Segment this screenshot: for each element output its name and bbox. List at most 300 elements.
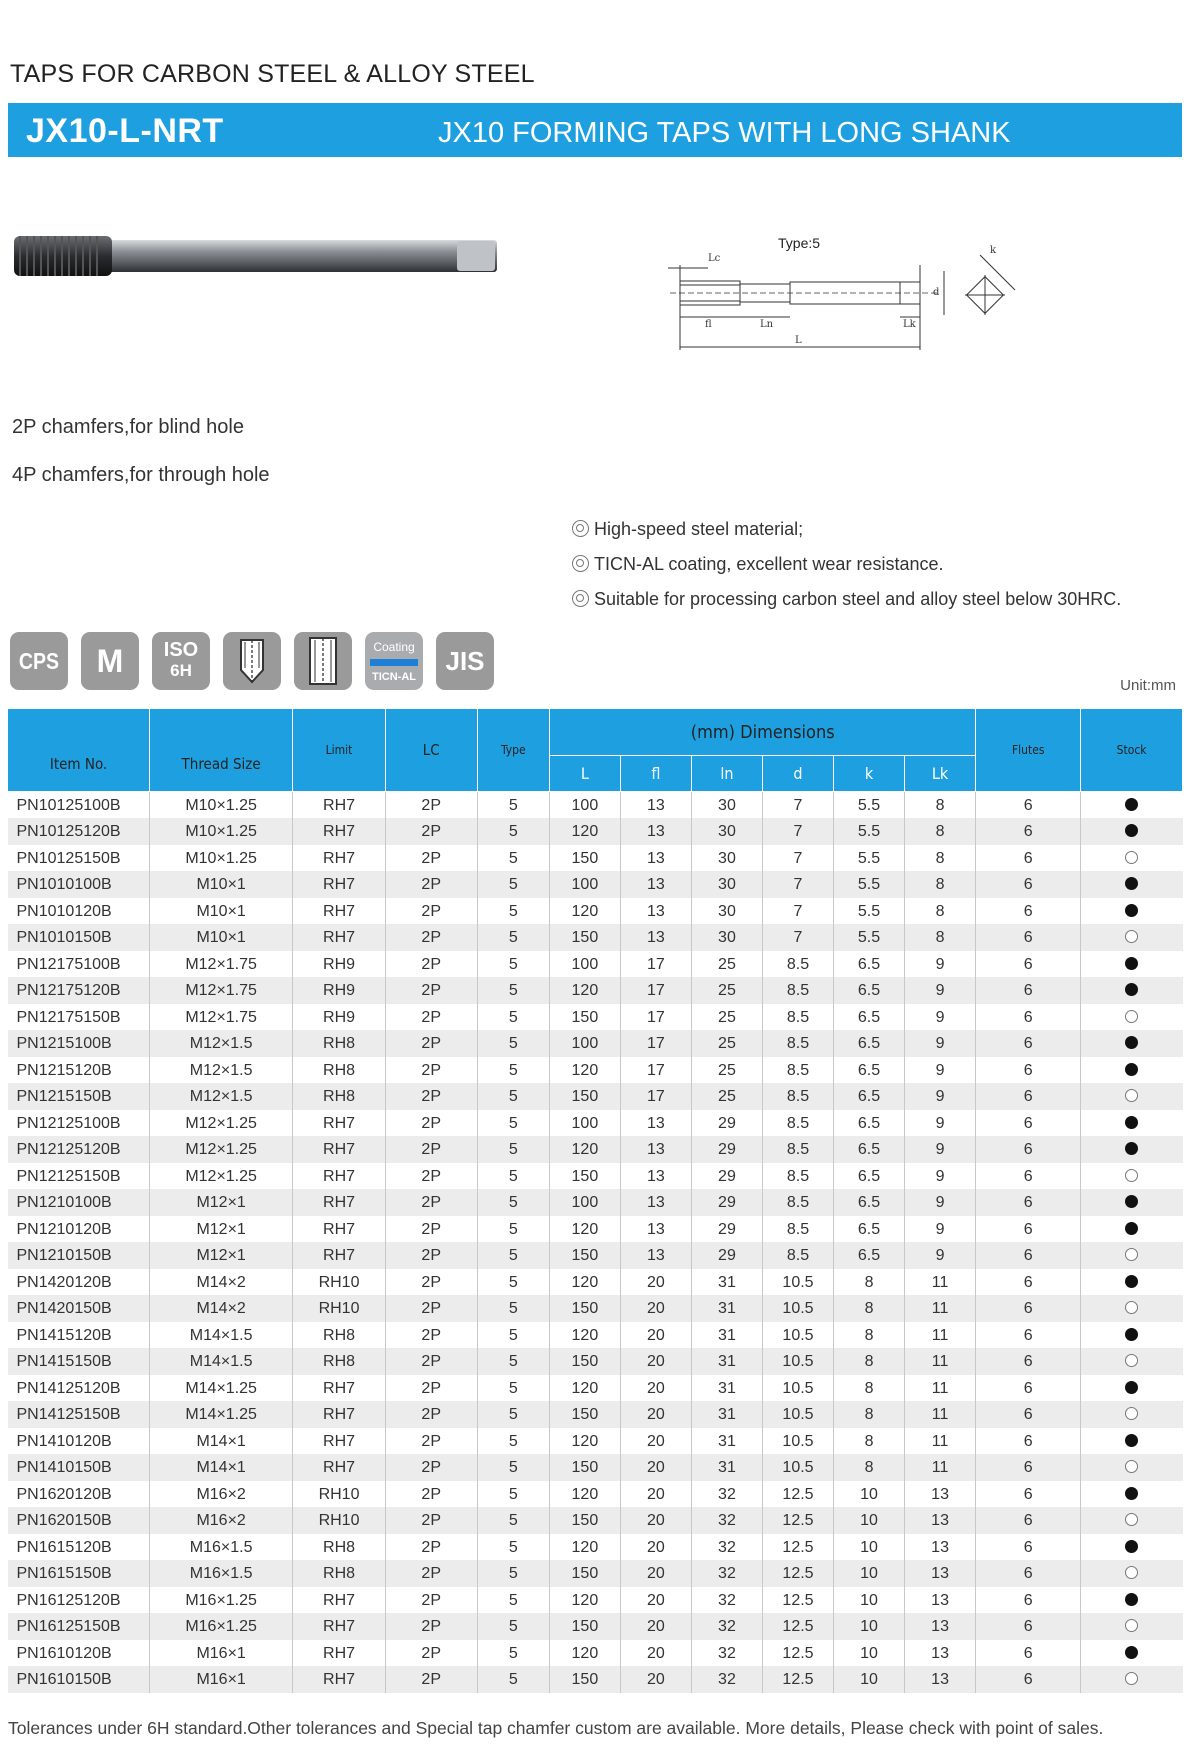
- cell-item-no: PN16125120B: [8, 1587, 150, 1614]
- cell-thread-size: M10×1.25: [150, 792, 293, 819]
- cell-d: 7: [762, 924, 834, 951]
- cell-fl: 13: [620, 1242, 692, 1269]
- header-d: d: [762, 756, 834, 792]
- cell-item-no: PN1010100B: [8, 871, 150, 898]
- cell-type: 5: [477, 1666, 550, 1693]
- cell-limit: RH8: [293, 1083, 386, 1110]
- cell-limit: RH7: [293, 1189, 386, 1216]
- cell-lk: 13: [904, 1587, 976, 1614]
- in-stock-icon: [1125, 1275, 1138, 1288]
- cell-lc: 2P: [385, 977, 477, 1004]
- cell-item-no: PN1215150B: [8, 1083, 150, 1110]
- cell-k: 6.5: [834, 1004, 905, 1031]
- cell-item-no: PN1215120B: [8, 1057, 150, 1084]
- cell-d: 12.5: [762, 1587, 834, 1614]
- cell-lc: 2P: [385, 1428, 477, 1455]
- cell-l: 100: [550, 1189, 621, 1216]
- cell-ln: 31: [692, 1428, 763, 1455]
- cell-ln: 32: [692, 1587, 763, 1614]
- cell-lc: 2P: [385, 1242, 477, 1269]
- cell-fl: 17: [620, 1083, 692, 1110]
- cell-lc: 2P: [385, 1454, 477, 1481]
- cell-fl: 13: [620, 1110, 692, 1137]
- cell-l: 150: [550, 1083, 621, 1110]
- cell-l: 150: [550, 1004, 621, 1031]
- in-stock-icon: [1125, 877, 1138, 890]
- cell-k: 5.5: [834, 898, 905, 925]
- cell-flutes: 6: [976, 898, 1081, 925]
- cell-k: 6.5: [834, 1136, 905, 1163]
- cell-flutes: 6: [976, 1057, 1081, 1084]
- cell-fl: 20: [620, 1295, 692, 1322]
- cell-stock: [1081, 1587, 1183, 1614]
- cell-l: 150: [550, 1560, 621, 1587]
- cell-l: 150: [550, 1454, 621, 1481]
- cell-type: 5: [477, 1454, 550, 1481]
- cell-ln: 30: [692, 898, 763, 925]
- cell-stock: [1081, 924, 1183, 951]
- cell-d: 10.5: [762, 1322, 834, 1349]
- diagram-label-fl: fl: [705, 319, 712, 330]
- cell-stock: [1081, 1004, 1183, 1031]
- cell-thread-size: M14×1.25: [150, 1401, 293, 1428]
- cell-lk: 9: [904, 1030, 976, 1057]
- cell-ln: 25: [692, 1030, 763, 1057]
- cell-item-no: PN10125100B: [8, 792, 150, 819]
- cell-limit: RH7: [293, 1242, 386, 1269]
- diagram-label-lk: Lk: [903, 319, 916, 330]
- cell-stock: [1081, 977, 1183, 1004]
- cell-ln: 25: [692, 1083, 763, 1110]
- cell-item-no: PN1410120B: [8, 1428, 150, 1455]
- cell-item-no: PN12125150B: [8, 1163, 150, 1190]
- cell-fl: 20: [620, 1348, 692, 1375]
- out-of-stock-icon: [1125, 1566, 1138, 1579]
- cell-d: 8.5: [762, 1242, 834, 1269]
- table-row: [8, 1348, 1183, 1375]
- feature-item: Suitable for processing carbon steel and alloy steel below 30HRC.: [572, 587, 1121, 622]
- cell-flutes: 6: [976, 1295, 1081, 1322]
- in-stock-icon: [1125, 1540, 1138, 1553]
- cell-item-no: PN1210100B: [8, 1189, 150, 1216]
- out-of-stock-icon: [1125, 851, 1138, 864]
- cell-lc: 2P: [385, 1295, 477, 1322]
- table-row: [8, 924, 1183, 951]
- cell-lk: 9: [904, 1057, 976, 1084]
- out-of-stock-icon: [1125, 1248, 1138, 1261]
- table-row: [8, 1666, 1183, 1693]
- table-row: [8, 792, 1183, 819]
- diagram-label-lc: Lc: [708, 253, 721, 264]
- cell-type: 5: [477, 845, 550, 872]
- cell-thread-size: M12×1.25: [150, 1136, 293, 1163]
- cell-lc: 2P: [385, 1613, 477, 1640]
- cell-l: 120: [550, 1216, 621, 1243]
- cell-k: 5.5: [834, 871, 905, 898]
- cell-l: 100: [550, 951, 621, 978]
- cell-lk: 11: [904, 1348, 976, 1375]
- cell-lc: 2P: [385, 1136, 477, 1163]
- cell-type: 5: [477, 818, 550, 845]
- table-row: [8, 898, 1183, 925]
- cell-item-no: PN12125100B: [8, 1110, 150, 1137]
- cell-type: 5: [477, 1136, 550, 1163]
- cell-item-no: PN16125150B: [8, 1613, 150, 1640]
- cell-limit: RH7: [293, 1110, 386, 1137]
- cell-thread-size: M12×1: [150, 1189, 293, 1216]
- cell-type: 5: [477, 871, 550, 898]
- header-k: k: [834, 756, 905, 792]
- cell-thread-size: M12×1.5: [150, 1057, 293, 1084]
- cell-flutes: 6: [976, 1269, 1081, 1296]
- cell-ln: 29: [692, 1136, 763, 1163]
- cell-limit: RH7: [293, 1428, 386, 1455]
- coating-badge: Coating TICN-AL: [365, 632, 423, 690]
- diagram-type-label: Type:5: [778, 235, 821, 251]
- cell-item-no: PN1610120B: [8, 1640, 150, 1667]
- cell-lk: 9: [904, 1004, 976, 1031]
- iso-badge: ISO 6H: [152, 632, 210, 690]
- cell-l: 150: [550, 1242, 621, 1269]
- cell-item-no: PN10125120B: [8, 818, 150, 845]
- cell-thread-size: M16×1.25: [150, 1613, 293, 1640]
- cell-d: 10.5: [762, 1348, 834, 1375]
- cell-type: 5: [477, 1587, 550, 1614]
- cell-fl: 13: [620, 898, 692, 925]
- cell-l: 120: [550, 1534, 621, 1561]
- cell-stock: [1081, 818, 1183, 845]
- cell-ln: 32: [692, 1666, 763, 1693]
- cell-ln: 31: [692, 1295, 763, 1322]
- cell-thread-size: M14×1: [150, 1454, 293, 1481]
- header-type: Type: [477, 709, 550, 792]
- cell-type: 5: [477, 1030, 550, 1057]
- spec-table-body: [8, 792, 1183, 1693]
- cell-l: 120: [550, 1375, 621, 1402]
- cell-thread-size: M12×1.25: [150, 1163, 293, 1190]
- cell-lk: 8: [904, 898, 976, 925]
- cell-ln: 32: [692, 1507, 763, 1534]
- cell-limit: RH8: [293, 1322, 386, 1349]
- cell-limit: RH8: [293, 1560, 386, 1587]
- cell-stock: [1081, 1375, 1183, 1402]
- cell-ln: 31: [692, 1454, 763, 1481]
- cell-ln: 29: [692, 1163, 763, 1190]
- cell-flutes: 6: [976, 818, 1081, 845]
- cell-fl: 17: [620, 1030, 692, 1057]
- cell-stock: [1081, 1295, 1183, 1322]
- cps-badge: CPS: [10, 632, 68, 690]
- cell-type: 5: [477, 1348, 550, 1375]
- cell-item-no: PN1215100B: [8, 1030, 150, 1057]
- in-stock-icon: [1125, 1195, 1138, 1208]
- cell-fl: 17: [620, 1057, 692, 1084]
- cell-type: 5: [477, 1295, 550, 1322]
- table-row: [8, 1375, 1183, 1402]
- cell-thread-size: M16×2: [150, 1481, 293, 1508]
- cell-lk: 9: [904, 1083, 976, 1110]
- cell-fl: 20: [620, 1454, 692, 1481]
- out-of-stock-icon: [1125, 1169, 1138, 1182]
- cell-item-no: PN1210120B: [8, 1216, 150, 1243]
- bullet-icon: [572, 590, 589, 607]
- cell-limit: RH7: [293, 1163, 386, 1190]
- cell-stock: [1081, 1481, 1183, 1508]
- diagram-label-d: d: [933, 287, 940, 298]
- cell-thread-size: M10×1: [150, 871, 293, 898]
- cell-limit: RH7: [293, 1666, 386, 1693]
- cell-d: 10.5: [762, 1375, 834, 1402]
- cell-d: 10.5: [762, 1269, 834, 1296]
- cell-stock: [1081, 1401, 1183, 1428]
- cell-stock: [1081, 1163, 1183, 1190]
- in-stock-icon: [1125, 824, 1138, 837]
- cell-lc: 2P: [385, 1057, 477, 1084]
- cell-thread-size: M12×1.5: [150, 1030, 293, 1057]
- cell-flutes: 6: [976, 1242, 1081, 1269]
- table-row: [8, 1560, 1183, 1587]
- cell-type: 5: [477, 792, 550, 819]
- cell-k: 6.5: [834, 1189, 905, 1216]
- cell-ln: 32: [692, 1613, 763, 1640]
- cell-thread-size: M14×2: [150, 1269, 293, 1296]
- cell-fl: 20: [620, 1666, 692, 1693]
- product-name: JX10 FORMING TAPS WITH LONG SHANK: [438, 117, 1011, 149]
- cell-item-no: PN1415120B: [8, 1322, 150, 1349]
- cell-lk: 9: [904, 1242, 976, 1269]
- cell-lk: 8: [904, 871, 976, 898]
- cell-l: 150: [550, 1507, 621, 1534]
- cell-flutes: 6: [976, 1666, 1081, 1693]
- cell-k: 5.5: [834, 845, 905, 872]
- cell-limit: RH8: [293, 1348, 386, 1375]
- cell-stock: [1081, 1083, 1183, 1110]
- cell-flutes: 6: [976, 1560, 1081, 1587]
- cell-lc: 2P: [385, 1030, 477, 1057]
- cell-limit: RH7: [293, 871, 386, 898]
- cell-stock: [1081, 1216, 1183, 1243]
- cell-d: 7: [762, 898, 834, 925]
- cell-ln: 31: [692, 1375, 763, 1402]
- product-banner: [8, 103, 1182, 157]
- cell-k: 6.5: [834, 1216, 905, 1243]
- cell-fl: 13: [620, 1163, 692, 1190]
- cell-lk: 9: [904, 977, 976, 1004]
- cell-lc: 2P: [385, 1004, 477, 1031]
- cell-thread-size: M14×1: [150, 1428, 293, 1455]
- cell-lk: 9: [904, 1163, 976, 1190]
- chamfer-blind-note: 2P chamfers,for blind hole: [12, 416, 244, 438]
- cell-lk: 9: [904, 1136, 976, 1163]
- table-row: [8, 1613, 1183, 1640]
- cell-stock: [1081, 1030, 1183, 1057]
- cell-l: 100: [550, 1030, 621, 1057]
- cell-type: 5: [477, 1640, 550, 1667]
- cell-d: 8.5: [762, 1004, 834, 1031]
- cell-flutes: 6: [976, 1481, 1081, 1508]
- table-row: [8, 977, 1183, 1004]
- cell-limit: RH7: [293, 1640, 386, 1667]
- cell-fl: 20: [620, 1534, 692, 1561]
- cell-lk: 11: [904, 1428, 976, 1455]
- cell-limit: RH7: [293, 792, 386, 819]
- cell-stock: [1081, 1560, 1183, 1587]
- cell-d: 8.5: [762, 1030, 834, 1057]
- cell-d: 8.5: [762, 1163, 834, 1190]
- out-of-stock-icon: [1125, 1301, 1138, 1314]
- cell-thread-size: M16×1.25: [150, 1587, 293, 1614]
- cell-thread-size: M12×1.75: [150, 977, 293, 1004]
- cell-d: 8.5: [762, 1189, 834, 1216]
- cell-stock: [1081, 1269, 1183, 1296]
- cell-k: 8: [834, 1428, 905, 1455]
- cell-flutes: 6: [976, 871, 1081, 898]
- table-row: [8, 1163, 1183, 1190]
- cell-thread-size: M16×1: [150, 1666, 293, 1693]
- cell-l: 150: [550, 1401, 621, 1428]
- cell-type: 5: [477, 1613, 550, 1640]
- cell-thread-size: M12×1.25: [150, 1110, 293, 1137]
- cell-thread-size: M16×2: [150, 1507, 293, 1534]
- cell-lc: 2P: [385, 1640, 477, 1667]
- cell-flutes: 6: [976, 977, 1081, 1004]
- table-row: [8, 1004, 1183, 1031]
- cell-lc: 2P: [385, 924, 477, 951]
- cell-item-no: PN12175150B: [8, 1004, 150, 1031]
- table-row: [8, 1216, 1183, 1243]
- cell-limit: RH8: [293, 1534, 386, 1561]
- cell-lc: 2P: [385, 1163, 477, 1190]
- table-row: [8, 871, 1183, 898]
- cell-d: 7: [762, 818, 834, 845]
- cell-item-no: PN1010120B: [8, 898, 150, 925]
- cell-d: 10.5: [762, 1401, 834, 1428]
- cell-k: 5.5: [834, 924, 905, 951]
- cell-d: 12.5: [762, 1666, 834, 1693]
- cell-flutes: 6: [976, 1401, 1081, 1428]
- cell-limit: RH7: [293, 845, 386, 872]
- cell-k: 6.5: [834, 951, 905, 978]
- cell-l: 120: [550, 977, 621, 1004]
- cell-k: 5.5: [834, 792, 905, 819]
- cell-thread-size: M12×1.5: [150, 1083, 293, 1110]
- cell-lk: 8: [904, 818, 976, 845]
- cell-thread-size: M14×1.25: [150, 1375, 293, 1402]
- cell-stock: [1081, 1454, 1183, 1481]
- cell-limit: RH8: [293, 1030, 386, 1057]
- footnote: Tolerances under 6H standard.Other tolerances and Special tap chamfer custom are available. More details, Please check with point of sales.: [8, 1718, 1104, 1738]
- in-stock-icon: [1125, 1142, 1138, 1155]
- cell-ln: 32: [692, 1560, 763, 1587]
- cell-flutes: 6: [976, 1216, 1081, 1243]
- cell-fl: 13: [620, 1136, 692, 1163]
- product-code: JX10-L-NRT: [26, 112, 224, 150]
- cell-flutes: 6: [976, 1163, 1081, 1190]
- in-stock-icon: [1125, 1328, 1138, 1341]
- cell-d: 8.5: [762, 977, 834, 1004]
- table-row: [8, 951, 1183, 978]
- cell-l: 120: [550, 1587, 621, 1614]
- cell-lk: 13: [904, 1613, 976, 1640]
- cell-lc: 2P: [385, 871, 477, 898]
- cell-l: 120: [550, 1481, 621, 1508]
- cell-stock: [1081, 871, 1183, 898]
- cell-stock: [1081, 1057, 1183, 1084]
- cell-k: 8: [834, 1375, 905, 1402]
- cell-flutes: 6: [976, 1428, 1081, 1455]
- cell-item-no: PN1420120B: [8, 1269, 150, 1296]
- in-stock-icon: [1125, 983, 1138, 996]
- cell-fl: 20: [620, 1269, 692, 1296]
- table-row: [8, 1640, 1183, 1667]
- cell-ln: 32: [692, 1534, 763, 1561]
- cell-fl: 20: [620, 1481, 692, 1508]
- cell-ln: 29: [692, 1189, 763, 1216]
- cell-k: 8: [834, 1269, 905, 1296]
- cell-lc: 2P: [385, 1322, 477, 1349]
- cell-flutes: 6: [976, 1640, 1081, 1667]
- header-ln: ln: [692, 756, 763, 792]
- cell-ln: 30: [692, 871, 763, 898]
- jis-badge: JIS: [436, 632, 494, 690]
- cell-limit: RH7: [293, 1401, 386, 1428]
- cell-item-no: PN1420150B: [8, 1295, 150, 1322]
- cell-type: 5: [477, 924, 550, 951]
- cell-fl: 20: [620, 1640, 692, 1667]
- cell-lk: 8: [904, 924, 976, 951]
- cell-k: 6.5: [834, 1242, 905, 1269]
- cell-d: 8.5: [762, 1057, 834, 1084]
- cell-thread-size: M12×1: [150, 1242, 293, 1269]
- in-stock-icon: [1125, 1381, 1138, 1394]
- cell-item-no: PN10125150B: [8, 845, 150, 872]
- cell-k: 8: [834, 1454, 905, 1481]
- cell-d: 7: [762, 845, 834, 872]
- out-of-stock-icon: [1125, 1354, 1138, 1367]
- cell-item-no: PN1010150B: [8, 924, 150, 951]
- cell-item-no: PN12125120B: [8, 1136, 150, 1163]
- in-stock-icon: [1125, 1646, 1138, 1659]
- cell-d: 10.5: [762, 1295, 834, 1322]
- cell-item-no: PN12175120B: [8, 977, 150, 1004]
- cell-flutes: 6: [976, 1587, 1081, 1614]
- cell-lc: 2P: [385, 1481, 477, 1508]
- cell-ln: 31: [692, 1269, 763, 1296]
- cell-flutes: 6: [976, 1534, 1081, 1561]
- cell-limit: RH10: [293, 1507, 386, 1534]
- cell-ln: 25: [692, 1004, 763, 1031]
- out-of-stock-icon: [1125, 1672, 1138, 1685]
- table-row: [8, 1269, 1183, 1296]
- cell-l: 100: [550, 871, 621, 898]
- cell-l: 120: [550, 1269, 621, 1296]
- header-lk: Lk: [904, 756, 976, 792]
- cell-fl: 20: [620, 1613, 692, 1640]
- cell-flutes: 6: [976, 1136, 1081, 1163]
- cell-fl: 20: [620, 1401, 692, 1428]
- cell-lc: 2P: [385, 1083, 477, 1110]
- cell-stock: [1081, 1428, 1183, 1455]
- cell-k: 8: [834, 1348, 905, 1375]
- diagram-label-ln: Ln: [760, 319, 774, 330]
- cell-d: 12.5: [762, 1560, 834, 1587]
- cell-flutes: 6: [976, 1507, 1081, 1534]
- cell-ln: 32: [692, 1481, 763, 1508]
- cell-flutes: 6: [976, 1110, 1081, 1137]
- cell-type: 5: [477, 1057, 550, 1084]
- diagram-label-l: L: [795, 335, 802, 346]
- cell-k: 10: [834, 1613, 905, 1640]
